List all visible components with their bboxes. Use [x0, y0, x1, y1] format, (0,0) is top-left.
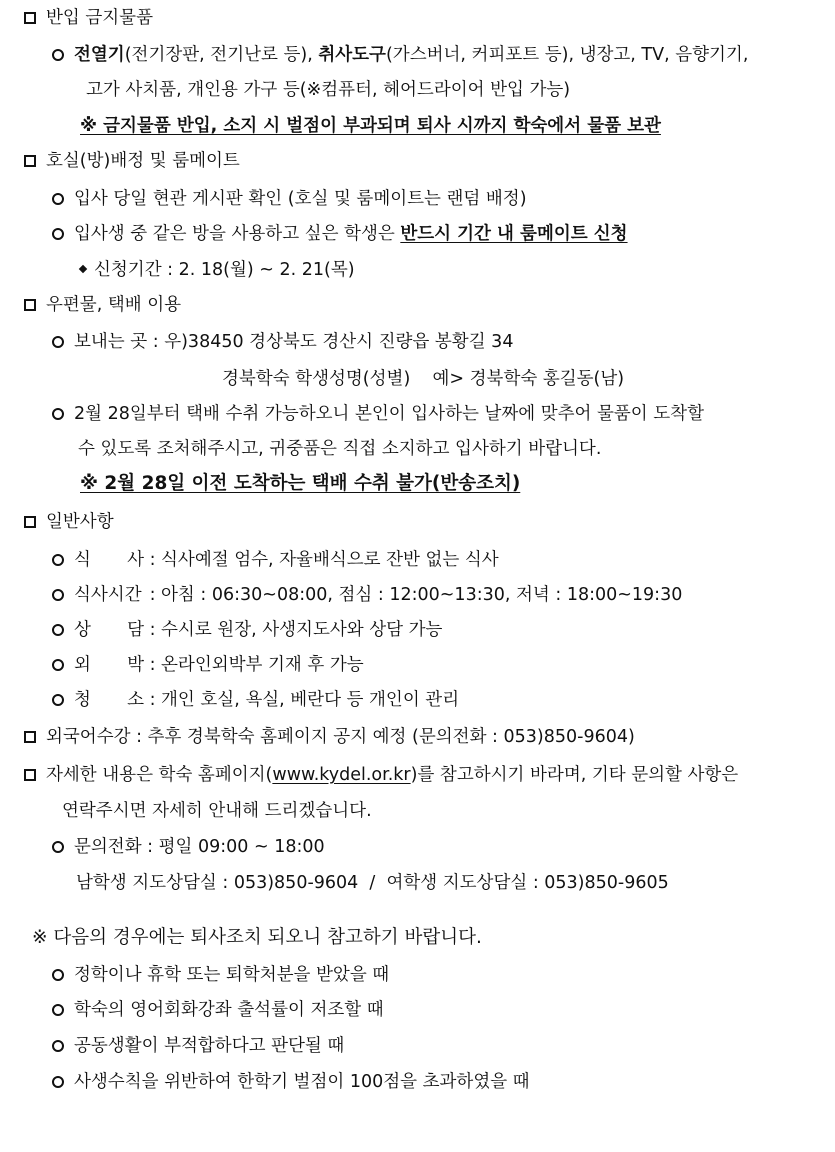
item-label: 외 박: [74, 655, 144, 675]
section-title: 호실(방)배정 및 룸메이트: [46, 151, 240, 171]
sub-item: [80, 258, 355, 282]
item-label: 식사시간: [74, 585, 142, 605]
circle-bullet-icon: [52, 1040, 64, 1052]
list-item: [52, 1034, 344, 1058]
dismissal-notice-title: ※ 다음의 경우에는 퇴사조치 되오니 참고하기 바랍니다.: [32, 927, 482, 948]
section-mail-delivery: [24, 293, 181, 317]
diamond-bullet-icon: [79, 265, 87, 273]
text: : 아침 : 06:30~08:00, 점심 : 12:00~13:30, 저녁 : 18:00~19:30: [144, 585, 683, 605]
circle-bullet-icon: [52, 624, 64, 636]
circle-bullet-icon: [52, 228, 64, 240]
circle-bullet-icon: [52, 659, 64, 671]
circle-bullet-icon: [52, 1004, 64, 1016]
list-item: [52, 402, 704, 426]
text: 신청기간 : 2. 18(월) ~ 2. 21(목): [94, 260, 355, 280]
list-item: [52, 583, 682, 607]
section-room-assignment: [24, 149, 240, 173]
section-contact: [24, 763, 738, 787]
section-title: 우편물, 택배 이용: [46, 295, 182, 315]
list-item: [52, 688, 459, 712]
list-item-continuation: 고가 사치품, 개인용 가구 등(※컴퓨터, 헤어드라이어 반입 가능): [86, 80, 571, 100]
checkbox-square-icon: [24, 12, 36, 24]
text: 입사생 중 같은 방을 사용하고 싶은 학생은: [74, 224, 401, 244]
text: (가스버너, 커피포트 등), 냉장고, TV, 음향기기,: [385, 45, 749, 65]
list-item: [52, 222, 628, 246]
circle-bullet-icon: [52, 336, 64, 348]
text: : 식사예절 엄수, 자율배식으로 잔반 없는 식사: [144, 550, 499, 570]
item-label: 상 담: [74, 620, 144, 640]
list-item: [52, 998, 384, 1022]
text: 학숙의 영어회화강좌 출석률이 저조할 때: [74, 1000, 384, 1020]
bold-term: 전열기: [74, 45, 125, 65]
list-item: [52, 963, 389, 987]
checkbox-square-icon: [24, 516, 36, 528]
text: 2월 28일부터 택배 수취 가능하오니 본인이 입사하는 날짜에 맞추어 물품이 도착할: [74, 404, 704, 424]
section-title: 반입 금지물품: [46, 8, 153, 28]
circle-bullet-icon: [52, 589, 64, 601]
text: 외국어수강 : 추후 경북학숙 홈페이지 공지 예정 (문의전화 : 053)850-9604): [46, 727, 635, 747]
item-label: 청 소: [74, 690, 144, 710]
circle-bullet-icon: [52, 694, 64, 706]
contact-numbers: 남학생 지도상담실 : 053)850-9604 / 여학생 지도상담실 : 053)850-9605: [76, 873, 669, 893]
checkbox-square-icon: [24, 769, 36, 781]
text: 문의전화 : 평일 09:00 ~ 18:00: [74, 837, 325, 857]
text: : 개인 호실, 욕실, 베란다 등 개인이 관리: [144, 690, 460, 710]
list-item-continuation: 수 있도록 조처해주시고, 귀중품은 직접 소지하고 입사하기 바랍니다.: [78, 439, 602, 459]
emphasis-text: 반드시 기간 내 룸메이트 신청: [400, 224, 628, 244]
section-prohibited-items: [24, 6, 153, 30]
circle-bullet-icon: [52, 1076, 64, 1088]
item-label: 식 사: [74, 550, 144, 570]
list-item: [52, 43, 748, 67]
text: 사생수칙을 위반하여 한학기 벌점이 100점을 초과하였을 때: [74, 1072, 530, 1092]
list-item: [52, 548, 499, 572]
text: 정학이나 휴학 또는 퇴학처분을 받았을 때: [74, 965, 390, 985]
list-item: [52, 653, 364, 677]
checkbox-square-icon: [24, 155, 36, 167]
circle-bullet-icon: [52, 408, 64, 420]
bold-term: 취사도구: [318, 45, 386, 65]
section-language-course: [24, 725, 635, 749]
circle-bullet-icon: [52, 49, 64, 61]
text: : 수시로 원장, 사생지도사와 상담 가능: [144, 620, 443, 640]
list-item: [52, 618, 442, 642]
text: : 온라인외박부 기재 후 가능: [144, 655, 364, 675]
warning-note: ※ 금지물품 반입, 소지 시 벌점이 부과되며 퇴사 시까지 학숙에서 물품 보관: [80, 116, 661, 136]
homepage-link[interactable]: www.kydel.or.kr: [272, 765, 411, 785]
list-item-continuation: 연락주시면 자세히 안내해 드리겠습니다.: [62, 801, 372, 821]
warning-note: ※ 2월 28일 이전 도착하는 택배 수취 불가(반송조치): [80, 473, 521, 494]
list-item: [52, 1070, 530, 1094]
list-item: [52, 835, 325, 859]
list-item: [52, 330, 513, 354]
circle-bullet-icon: [52, 969, 64, 981]
address-text: 보내는 곳 : 우)38450 경상북도 경산시 진량읍 봉황길 34: [74, 332, 514, 352]
text: )를 참고하시기 바라며, 기타 문의할 사항은: [410, 765, 739, 785]
circle-bullet-icon: [52, 554, 64, 566]
section-title: 일반사항: [46, 512, 114, 532]
checkbox-square-icon: [24, 299, 36, 311]
text: 공동생활이 부적합하다고 판단될 때: [74, 1036, 345, 1056]
checkbox-square-icon: [24, 731, 36, 743]
text: (전기장판, 전기난로 등),: [124, 45, 319, 65]
text: 자세한 내용은 학숙 홈페이지(: [46, 765, 273, 785]
list-item: [52, 187, 527, 211]
circle-bullet-icon: [52, 193, 64, 205]
section-general: [24, 510, 114, 534]
circle-bullet-icon: [52, 841, 64, 853]
address-example: 경북학숙 학생성명(성별) 예> 경북학숙 홍길동(남): [222, 369, 625, 389]
text: 입사 당일 현관 게시판 확인 (호실 및 룸메이트는 랜덤 배정): [74, 189, 527, 209]
